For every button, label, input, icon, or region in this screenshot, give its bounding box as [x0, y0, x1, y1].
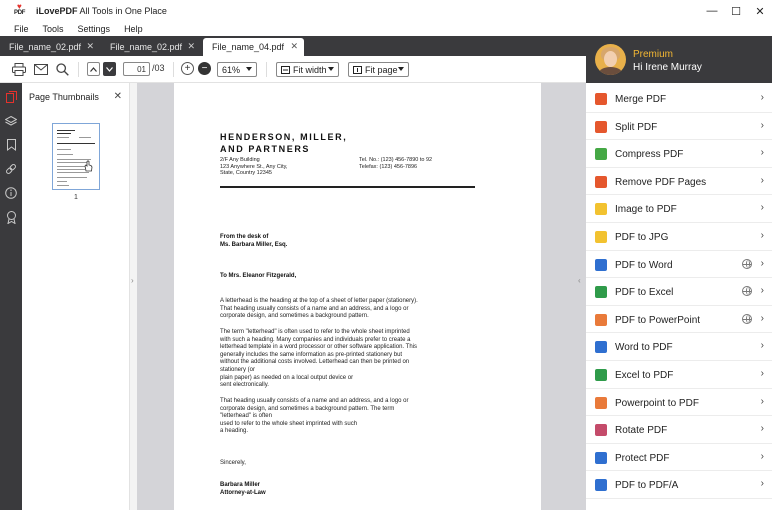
hand-cursor-icon	[83, 160, 93, 172]
signature-block: Barbara Miller Attorney-at-Law	[220, 482, 266, 496]
paragraph-2: The term "letterhead" is often used to refer to the whole sheet imprinted with such a heading. Many companies and individuals prefer to create a letterhead template in a word processor or other software application. This generally includes the same information as pre-printed stationery but without the additional costs involved. Letterhead can then be printed on stationery (or plain paper) as needed on a local output device or sent electronically.	[220, 329, 417, 389]
chevron-right-icon: ›	[760, 119, 764, 131]
zoom-select[interactable]	[217, 62, 257, 77]
page-number-input[interactable]: 01	[123, 62, 150, 76]
menu-bar	[0, 22, 772, 36]
pdf-to-excel-icon	[595, 286, 607, 298]
plan-badge: Premium	[633, 49, 674, 60]
menu-file[interactable]: File	[14, 24, 29, 34]
tool-item-protect[interactable]	[586, 444, 772, 472]
tool-label: Merge PDF	[615, 94, 667, 105]
paragraph-1: A letterhead is the heading at the top of a sheet of letter paper (stationery). That heading usually consists of a name and an address, and a logo or corporate design, and sometimes a background pattern.	[220, 298, 418, 320]
fit-width-label: Fit width	[293, 64, 327, 75]
excel-to-pdf-icon	[595, 369, 607, 381]
toolbar	[0, 56, 586, 83]
tool-item-split[interactable]	[586, 113, 772, 141]
menu-settings[interactable]: Settings	[77, 24, 111, 34]
left-rail	[0, 83, 22, 510]
tool-label: Split PDF	[615, 121, 658, 133]
chevron-right-icon[interactable]: ›	[131, 276, 134, 285]
maximize-button[interactable]: ☐	[731, 5, 741, 18]
bookmark-icon[interactable]	[5, 139, 17, 151]
toolbar-divider	[173, 62, 174, 77]
thumbnails-title: Page Thumbnails	[29, 92, 99, 102]
heart-icon: ♥	[17, 2, 22, 11]
pdf-to-word-icon	[595, 259, 607, 271]
link-icon[interactable]	[5, 163, 17, 175]
pdf-to-jpg-icon	[595, 231, 607, 243]
chevron-right-icon: ›	[760, 202, 764, 214]
left-splitter[interactable]	[130, 83, 137, 510]
tab-file-3-active[interactable]	[203, 38, 304, 56]
tab-label: File_name_02.pdf	[110, 42, 183, 52]
chevron-right-icon: ›	[760, 174, 764, 186]
tab-file-2[interactable]	[101, 38, 201, 56]
tool-item-compress[interactable]	[586, 140, 772, 168]
powerpoint-to-pdf-icon	[595, 397, 607, 409]
right-splitter[interactable]	[576, 83, 586, 510]
image-to-pdf-icon	[595, 203, 607, 215]
chevron-down-icon	[328, 67, 334, 71]
chevron-right-icon: ›	[760, 423, 764, 435]
chevron-right-icon: ›	[760, 285, 764, 297]
page-total: /03	[152, 63, 165, 73]
chevron-right-icon: ›	[760, 92, 764, 103]
from-block: From the desk of Ms. Barbara Miller, Esq.	[220, 234, 288, 248]
recipient-line: To Mrs. Eleanor Fitzgerald,	[220, 273, 297, 279]
app-name: iLovePDF	[36, 6, 78, 16]
tool-label: Remove PDF Pages	[615, 176, 707, 188]
paragraph-3: That heading usually consists of a name and an address, and a logo or corporate design, and sometimes a background pattern. The term "letterhead" is often used to refer to the whole sheet imprinted with such a heading.	[220, 398, 409, 435]
app-title	[36, 6, 167, 16]
close-icon[interactable]: ✕	[113, 91, 122, 102]
tool-item-pdf-to-powerpoint[interactable]	[586, 306, 772, 334]
chevron-down-icon	[398, 67, 404, 71]
badge-icon[interactable]	[5, 211, 17, 223]
mail-icon[interactable]	[34, 62, 48, 76]
pdf-to-powerpoint-icon	[595, 314, 607, 326]
word-to-pdf-icon	[595, 341, 607, 353]
globe-icon	[742, 286, 752, 296]
chevron-left-icon[interactable]: ‹	[578, 276, 581, 285]
print-icon[interactable]	[12, 62, 26, 76]
tool-item-powerpoint-to-pdf[interactable]	[586, 389, 772, 417]
tool-label: Compress PDF	[615, 149, 684, 161]
tool-label: PDF to Excel	[615, 287, 674, 299]
user-greeting: Hi Irene Murray	[633, 62, 702, 73]
compress-icon	[595, 148, 607, 160]
zoom-out-button[interactable]: −	[198, 62, 211, 75]
tool-item-image-to-pdf[interactable]	[586, 195, 772, 223]
close-icon[interactable]: ✕	[290, 41, 298, 51]
tool-item-pdf-to-excel[interactable]	[586, 278, 772, 306]
document-page	[174, 83, 541, 510]
zoom-value: 61%	[222, 64, 241, 75]
remove-pages-icon	[595, 176, 607, 188]
page-thumbnail[interactable]	[52, 123, 100, 190]
toolbar-divider	[266, 62, 267, 77]
fit-width-select[interactable]	[276, 62, 339, 77]
chevron-right-icon: ›	[760, 312, 764, 324]
chevron-down-icon	[246, 67, 252, 71]
globe-icon	[742, 259, 752, 269]
app-logo	[14, 4, 28, 18]
company-name: HENDERSON, MILLER, AND PARTNERS	[220, 132, 348, 154]
tool-item-pdf-to-jpg[interactable]	[586, 223, 772, 251]
tool-label: PDF to Word	[615, 259, 673, 271]
globe-icon	[742, 314, 752, 324]
tab-label: File_name_04.pdf	[212, 42, 285, 52]
search-icon[interactable]	[55, 62, 69, 76]
chevron-right-icon: ›	[760, 147, 764, 159]
fit-page-select[interactable]	[348, 62, 409, 77]
thumbnails-panel	[22, 83, 130, 510]
chevron-right-icon: ›	[760, 340, 764, 352]
pdf-to-pdfa-icon	[595, 479, 607, 491]
info-icon[interactable]	[5, 187, 17, 199]
app-subtitle: All Tools in One Place	[79, 6, 167, 16]
letterhead-rule	[220, 186, 475, 188]
chevron-right-icon: ›	[760, 230, 764, 241]
company-address: 2/F Any Building 123 Anywhere St., Any City, State, Country 12345	[220, 157, 288, 176]
zoom-in-button[interactable]: +	[181, 62, 194, 75]
tool-label: Protect PDF	[615, 452, 670, 464]
tool-item-excel-to-pdf[interactable]	[586, 361, 772, 389]
tab-label: File_name_02.pdf	[9, 42, 82, 52]
tool-label: PDF to JPG	[615, 232, 669, 243]
tool-label: Excel to PDF	[615, 370, 674, 381]
company-contact: Tel. No.: (123) 456-7890 to 92 Telefax: (123) 456-7896	[359, 157, 433, 170]
chevron-right-icon: ›	[760, 368, 764, 379]
chevron-right-icon: ›	[760, 450, 764, 462]
tool-item-pdf-to-word[interactable]	[586, 251, 772, 279]
split-icon	[595, 121, 607, 133]
thumbnails-icon[interactable]	[5, 91, 17, 103]
prev-page-button[interactable]	[87, 62, 100, 76]
tab-file-1[interactable]	[0, 38, 100, 56]
tool-label: PDF to PowerPoint	[615, 314, 701, 326]
chevron-right-icon: ›	[760, 257, 764, 269]
tools-list	[586, 83, 772, 510]
avatar[interactable]	[595, 44, 626, 75]
tool-item-rotate[interactable]	[586, 416, 772, 444]
next-page-button[interactable]	[103, 62, 116, 76]
close-icon[interactable]: ✕	[86, 41, 94, 51]
close-icon[interactable]: ✕	[187, 41, 195, 51]
protect-icon	[595, 452, 607, 464]
document-viewer[interactable]	[137, 83, 586, 510]
closing-line: Sincerely,	[220, 460, 246, 466]
title-bar	[0, 0, 772, 22]
rotate-icon	[595, 424, 607, 436]
chevron-right-icon: ›	[760, 395, 764, 407]
tool-label: Rotate PDF	[615, 425, 668, 437]
tool-label: Word to PDF	[615, 342, 673, 354]
tool-item-merge[interactable]	[586, 85, 772, 113]
fit-page-label: Fit page	[365, 64, 398, 75]
minimize-button[interactable]: —	[706, 5, 718, 17]
tool-label: Image to PDF	[615, 204, 677, 216]
user-header	[586, 36, 772, 83]
tool-label: PDF to PDF/A	[615, 480, 679, 492]
menu-tools[interactable]: Tools	[42, 24, 64, 34]
tool-label: Powerpoint to PDF	[615, 397, 699, 409]
chevron-right-icon: ›	[760, 478, 764, 490]
menu-help[interactable]: Help	[124, 24, 143, 34]
layers-icon[interactable]	[5, 115, 17, 127]
toolbar-divider	[78, 62, 79, 77]
tool-item-remove-pages[interactable]	[586, 168, 772, 196]
close-window-button[interactable]: ✕	[755, 5, 765, 18]
logo-text: PDF	[14, 10, 26, 16]
merge-icon	[595, 93, 607, 105]
thumbnail-page-number: 1	[74, 194, 78, 201]
window-controls	[700, 0, 772, 22]
tool-item-pdf-to-pdfa[interactable]	[586, 471, 772, 499]
tool-item-word-to-pdf[interactable]	[586, 333, 772, 361]
